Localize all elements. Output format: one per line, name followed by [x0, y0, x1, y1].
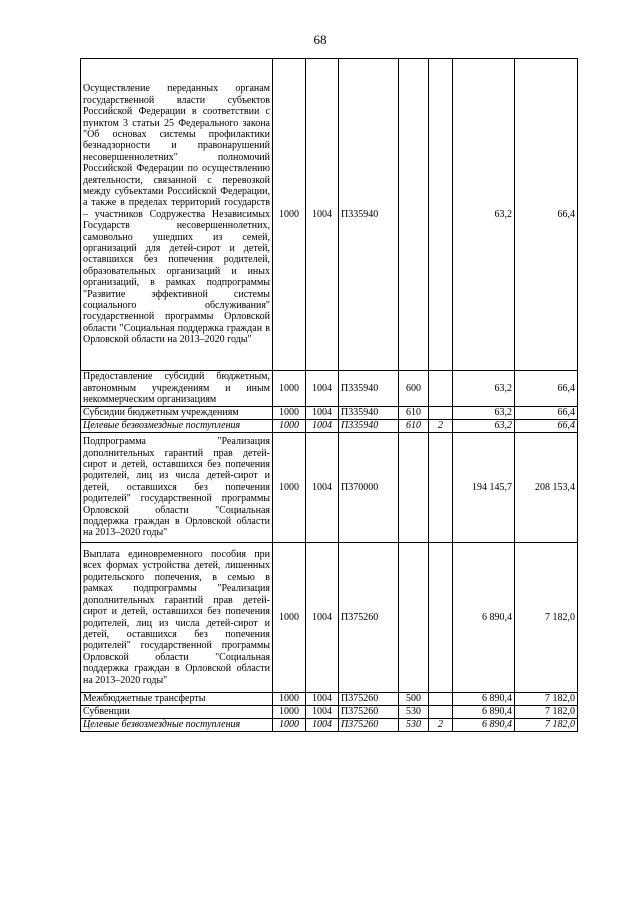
amount-year-1: 63,2 [453, 371, 515, 407]
expense-type-code: 610 [399, 407, 429, 420]
section-code: 1000 [273, 433, 306, 543]
budget-table [80, 58, 578, 732]
amount-year-2: 66,4 [515, 420, 578, 433]
expense-type-code: 500 [399, 693, 429, 706]
expense-type-code: 530 [399, 719, 429, 732]
expense-type-code [399, 433, 429, 543]
funding-source-code: 2 [429, 420, 453, 433]
expense-type-code [399, 59, 429, 371]
funding-source-code [429, 371, 453, 407]
amount-year-2: 7 182,0 [515, 719, 578, 732]
target-article-code: П375260 [339, 543, 399, 693]
table-row [81, 420, 578, 433]
funding-source-code [429, 433, 453, 543]
amount-year-2: 208 153,4 [515, 433, 578, 543]
section-code: 1000 [273, 420, 306, 433]
row-description: Межбюджетные трансферты [81, 693, 273, 706]
row-description: Осуществление переданных органам государственной власти субъектов Российской Федерации в соответствии с пунктом 3 статьи 25 Федерального закона "Об основах системы профилактики безнадзорности и правонарушений несовершеннолетних" полномочий Российской Федерации по осуществлению деятельности, связанной с перевозкой между субъектами Российской Федерации, а также в пределах территорий государств – участников Содружества Независимых Государств несовершеннолетних, самовольно ушедших из семей, организаций для детей-сирот и детей, оставшихся без попечения родителей, образовательных организаций и иных организаций, в рамках подпрограммы "Развитие эффективной системы социального обслуживания" государственной программы Орловской области "Социальная поддержка граждан в Орловской области на 2013–2020 годы" [81, 59, 273, 371]
subsection-code: 1004 [306, 407, 339, 420]
target-article-code: П375260 [339, 706, 399, 719]
table-row [81, 693, 578, 706]
funding-source-code: 2 [429, 719, 453, 732]
target-article-code: П370000 [339, 433, 399, 543]
amount-year-1: 63,2 [453, 420, 515, 433]
funding-source-code [429, 407, 453, 420]
subsection-code: 1004 [306, 59, 339, 371]
funding-source-code [429, 59, 453, 371]
amount-year-2: 7 182,0 [515, 706, 578, 719]
section-code: 1000 [273, 719, 306, 732]
subsection-code: 1004 [306, 706, 339, 719]
row-description: Подпрограмма "Реализация дополнительных гарантий прав детей-сирот и детей, оставшихся без попечения родителей, лиц из числа детей-сирот и детей, оставшихся без попечения родителей" государственной программы Орловской области "Социальная поддержка граждан в Орловской области на 2013–2020 годы" [81, 433, 273, 543]
amount-year-2: 7 182,0 [515, 543, 578, 693]
row-description: Субвенции [81, 706, 273, 719]
section-code: 1000 [273, 543, 306, 693]
row-description: Предоставление субсидий бюджетным, автономным учреждениям и иным некоммерческим организациям [81, 371, 273, 407]
target-article-code: П375260 [339, 719, 399, 732]
subsection-code: 1004 [306, 420, 339, 433]
funding-source-code [429, 706, 453, 719]
expense-type-code [399, 543, 429, 693]
target-article-code: П375260 [339, 693, 399, 706]
amount-year-2: 7 182,0 [515, 693, 578, 706]
target-article-code: П335940 [339, 407, 399, 420]
subsection-code: 1004 [306, 693, 339, 706]
expense-type-code: 530 [399, 706, 429, 719]
row-description: Целевые безвозмездные поступления [81, 719, 273, 732]
subsection-code: 1004 [306, 719, 339, 732]
table-row [81, 706, 578, 719]
section-code: 1000 [273, 59, 306, 371]
table-row [81, 543, 578, 693]
expense-type-code: 610 [399, 420, 429, 433]
row-description: Субсидии бюджетным учреждениям [81, 407, 273, 420]
section-code: 1000 [273, 407, 306, 420]
target-article-code: П335940 [339, 420, 399, 433]
subsection-code: 1004 [306, 371, 339, 407]
section-code: 1000 [273, 706, 306, 719]
table-row [81, 719, 578, 732]
amount-year-1: 63,2 [453, 59, 515, 371]
table-row [81, 433, 578, 543]
table-row [81, 407, 578, 420]
amount-year-2: 66,4 [515, 371, 578, 407]
amount-year-2: 66,4 [515, 59, 578, 371]
section-code: 1000 [273, 371, 306, 407]
target-article-code: П335940 [339, 371, 399, 407]
amount-year-1: 194 145,7 [453, 433, 515, 543]
table-row [81, 59, 578, 371]
amount-year-1: 6 890,4 [453, 543, 515, 693]
amount-year-1: 6 890,4 [453, 693, 515, 706]
section-code: 1000 [273, 693, 306, 706]
funding-source-code [429, 543, 453, 693]
expense-type-code: 600 [399, 371, 429, 407]
funding-source-code [429, 693, 453, 706]
page-number: 68 [313, 32, 327, 47]
amount-year-1: 6 890,4 [453, 706, 515, 719]
row-description: Выплата единовременного пособия при всех формах устройства детей, лишенных родительского попечения, в семью в рамках подпрограммы "Реализация дополнительных гарантий прав детей-сирот и детей, оставшихся без попечения родителей, лиц из числа детей-сирот и детей, оставшихся без попечения родителей" государственной программы Орловской области "Социальная поддержка граждан в Орловской области на 2013–2020 годы" [81, 543, 273, 693]
target-article-code: П335940 [339, 59, 399, 371]
row-description: Целевые безвозмездные поступления [81, 420, 273, 433]
subsection-code: 1004 [306, 543, 339, 693]
amount-year-1: 6 890,4 [453, 719, 515, 732]
subsection-code: 1004 [306, 433, 339, 543]
amount-year-1: 63,2 [453, 407, 515, 420]
table-row [81, 371, 578, 407]
amount-year-2: 66,4 [515, 407, 578, 420]
